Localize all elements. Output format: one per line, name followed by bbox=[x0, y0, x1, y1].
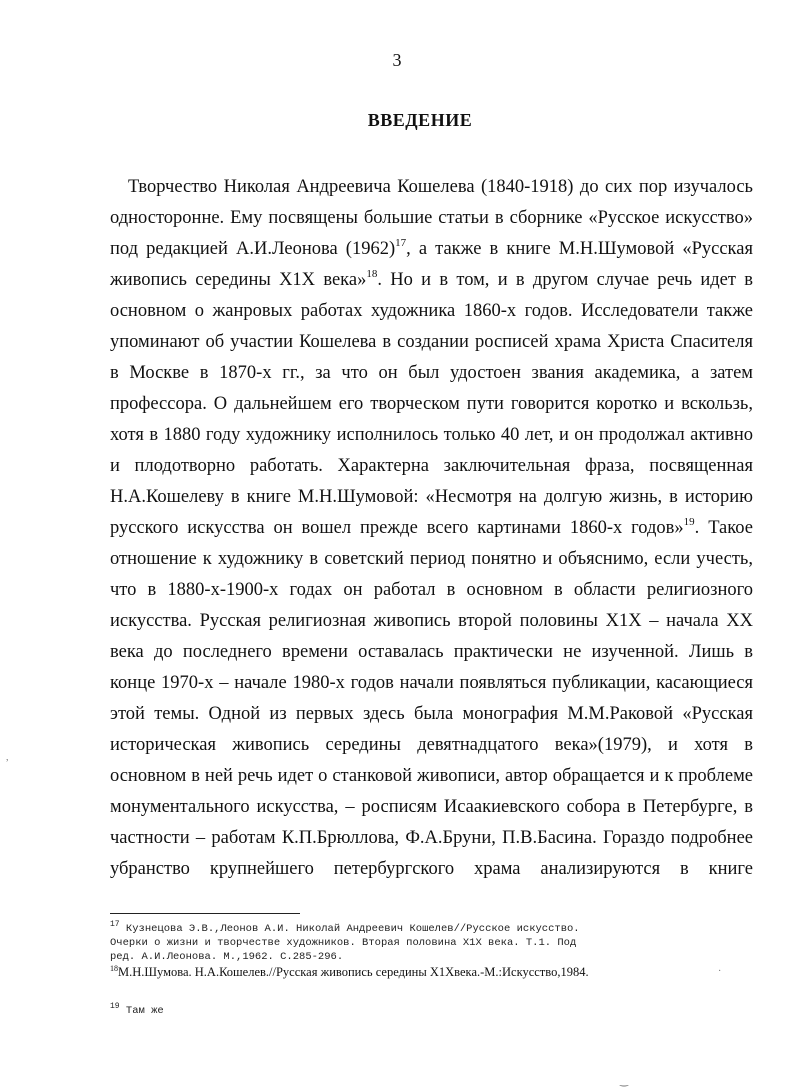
text-line: века до последнего времени оставалась практически не изученной. Лишь в bbox=[110, 642, 753, 662]
text-line: Творчество Николая Андреевича Кошелева (1840-1918) до сих пор изучалось bbox=[128, 177, 753, 197]
footnote-text: Очерки о жизни и творчестве художников. Вторая половина Х1Х века. Т.1. Под bbox=[110, 937, 577, 949]
footnote-marker: 19 bbox=[110, 1002, 120, 1011]
text-line: в Москве в 1870-х гг., за что он был удостоен звания академика, а затем bbox=[110, 363, 753, 383]
footnote-text: Кузнецова Э.В.,Леонов А.И. Николай Андреевич Кошелев//Русское искусство. bbox=[125, 923, 580, 935]
footnote-18 bbox=[110, 965, 760, 980]
footnote-text: Там же bbox=[125, 1005, 164, 1017]
text-line: частности – работам К.П.Брюллова, Ф.А.Бруни, П.В.Басина. Гораздо подробнее bbox=[110, 828, 753, 848]
footnote-divider bbox=[110, 913, 300, 914]
body-text bbox=[110, 172, 753, 885]
text-fragment: , а также в книге М.Н.Шумовой «Русская bbox=[406, 239, 753, 259]
footnote-ref-17: 17 bbox=[395, 237, 407, 249]
page-number: 3 bbox=[392, 50, 402, 70]
text-line: убранство крупнейшего петербургского храма анализируются в книге bbox=[110, 859, 753, 879]
footnote-ref-19: 19 bbox=[683, 516, 695, 528]
footnote-19 bbox=[110, 1004, 760, 1018]
text-line: монументального искусства, – росписям Исаакиевского собора в Петербурге, в bbox=[110, 797, 753, 817]
footnote-marker: 17 bbox=[110, 920, 120, 929]
text-line: конце 1970-х – начале 1980-х годов начали появляться публикации, касающиеся bbox=[110, 673, 753, 693]
text-fragment: . Но и в том, и в другом случае речь идет в bbox=[377, 270, 753, 290]
footnote-17 bbox=[110, 922, 760, 964]
text-line: упоминают об участии Кошелева в создании росписей храма Христа Спасителя bbox=[110, 332, 753, 352]
text-fragment: под редакцией А.И.Леонова (1962) bbox=[110, 239, 396, 259]
text-line: основном о жанровых работах художника 1860-х годов. Исследователи также bbox=[110, 301, 753, 321]
footnote-text: ред. А.И.Леонова. М.,1962. С.285-296. bbox=[110, 951, 344, 963]
text-fragment: живопись середины Х1Х века» bbox=[110, 270, 367, 290]
footnote-marker: 18 bbox=[110, 964, 118, 973]
text-line: и плодотворно работать. Характерна заключительная фраза, посвященная bbox=[110, 456, 753, 476]
text-line: искусства. Русская религиозная живопись второй половины Х1Х – начала ХХ bbox=[110, 611, 753, 631]
text-line: историческая живопись середины девятнадцатого века»(1979), и хотя в bbox=[110, 735, 753, 755]
text-line: Н.А.Кошелеву в книге М.Н.Шумовой: «Несмотря на долгую жизнь, в историю bbox=[110, 487, 753, 507]
text-line bbox=[110, 513, 753, 544]
text-line: хотя в 1880 году художнику исполнилось только 40 лет, и он продолжал активно bbox=[110, 425, 753, 445]
text-line bbox=[110, 234, 753, 265]
text-line: что в 1880-х-1900-х годах он работал в основном в области религиозного bbox=[110, 580, 753, 600]
scan-speck: ‿ bbox=[620, 1076, 629, 1087]
text-fragment: русского искусства он вошел прежде всего картинами 1860-х годов» bbox=[110, 518, 684, 538]
text-line bbox=[110, 265, 753, 296]
scan-speck: · bbox=[718, 966, 722, 977]
text-line: профессора. О дальнейшем его творческом пути говорится коротко и вскользь, bbox=[110, 394, 753, 414]
text-line: односторонне. Ему посвящены большие статьи в сборнике «Русское искусство» bbox=[110, 208, 753, 228]
page-title: ВВЕДЕНИЕ bbox=[367, 110, 473, 130]
text-line: основном в ней речь идет о станковой живописи, автор обращается и к проблеме bbox=[110, 766, 753, 786]
scan-speck: , bbox=[6, 752, 9, 763]
text-line: отношение к художнику в советский период понятно и объяснимо, если учесть, bbox=[110, 549, 753, 569]
text-fragment: . Такое bbox=[694, 518, 753, 538]
footnote-text: М.Н.Шумова. Н.А.Кошелев.//Русская живопись середины Х1Хвека.-М.:Искусство,1984. bbox=[118, 965, 589, 979]
footnote-ref-18: 18 bbox=[366, 268, 378, 280]
text-line: этой темы. Одной из первых здесь была монография М.М.Раковой «Русская bbox=[110, 704, 753, 724]
